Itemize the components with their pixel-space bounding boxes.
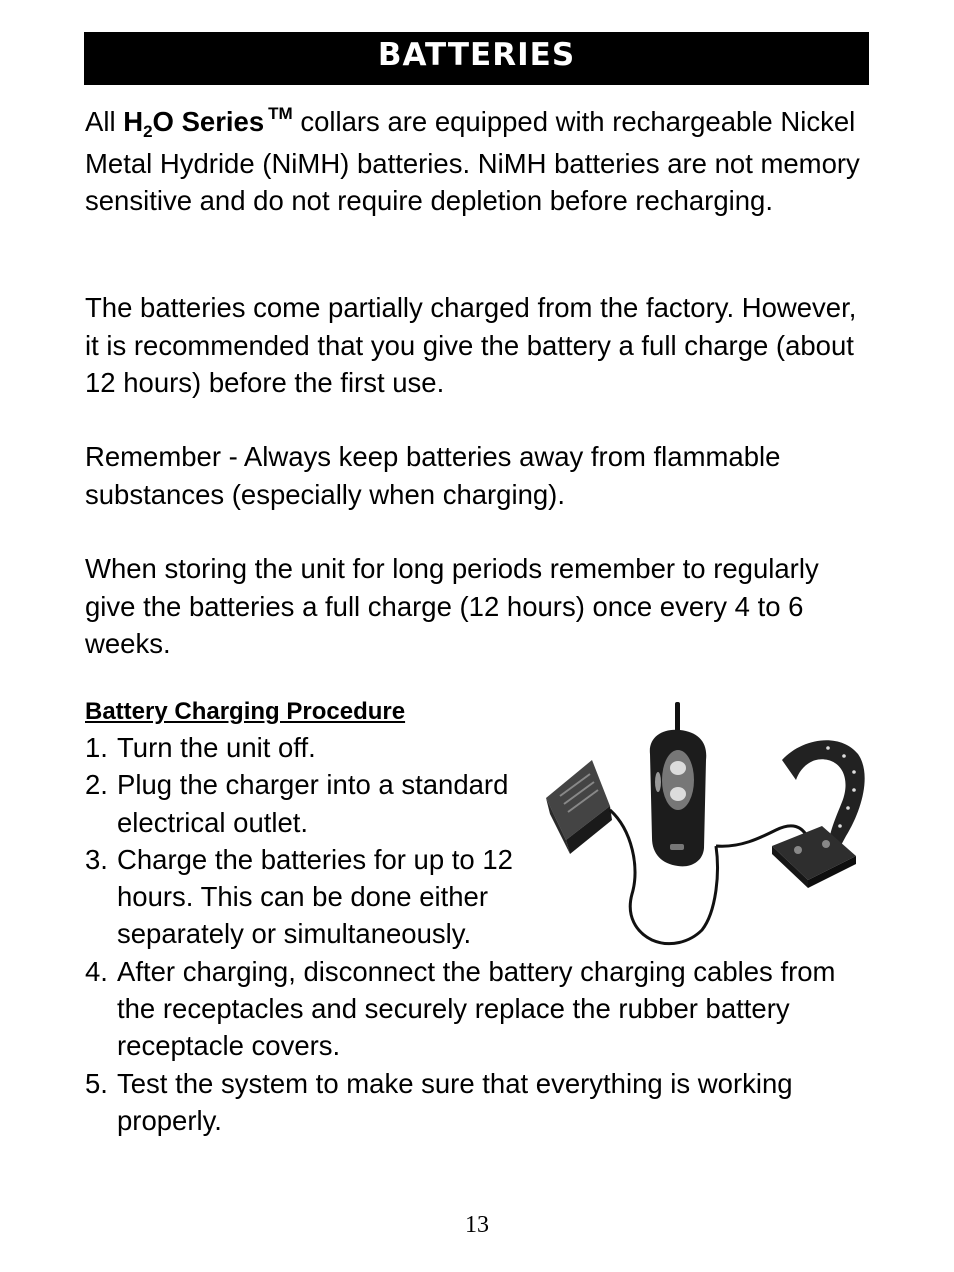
factory-charge-paragraph: The batteries come partially charged from the factory. However, it is recommended that you give the battery a full charge (about 12 hours) before the first use. bbox=[85, 292, 857, 398]
step-number: 5. bbox=[85, 1067, 108, 1099]
safety-paragraph: Remember - Always keep batteries away from flammable substances (especially when charging). bbox=[85, 441, 781, 510]
trademark-mark: TM bbox=[268, 104, 293, 123]
intro-prefix: All bbox=[85, 106, 124, 137]
page-number: 13 bbox=[465, 1212, 489, 1238]
step-item bbox=[85, 1065, 865, 1140]
step-text: Plug the charger into a standard electrical outlet. bbox=[117, 769, 509, 838]
remote-transmitter-icon bbox=[650, 702, 706, 866]
dog-collar-icon bbox=[772, 740, 865, 888]
step-text: After charging, disconnect the battery charging cables from the receptacles and securely replace the rubber battery receptacle covers. bbox=[117, 955, 836, 1062]
step-text: Test the system to make sure that everything is working properly. bbox=[117, 1067, 793, 1136]
brand-name: $H_2O$ Series bbox=[123, 106, 265, 141]
wall-charger-icon bbox=[546, 760, 612, 854]
intro-text: collars are equipped with rechargeable Nickel Metal Hydride (NiMH) batteries. NiMH batteries are not memory sensitive and do not require depletion before recharging. bbox=[85, 106, 860, 216]
storage-paragraph: When storing the unit for long periods remember to regularly give the batteries a full charge (12 hours) once every 4 to 6 weeks. bbox=[85, 553, 819, 659]
step-item bbox=[85, 953, 865, 1065]
step-number: 2. bbox=[85, 769, 108, 801]
step-text: Charge the batteries for up to 12 hours. This can be done either separately or simultaneously. bbox=[117, 843, 513, 950]
step-number: 3. bbox=[85, 843, 108, 875]
step-number: 1. bbox=[85, 732, 108, 763]
procedure-heading: Battery Charging Procedure bbox=[85, 698, 406, 725]
section-title: BATTERIES bbox=[84, 32, 869, 85]
brand-subscript: 2 bbox=[143, 122, 153, 141]
charger-collar-photo bbox=[540, 698, 870, 956]
step-number: 4. bbox=[85, 955, 108, 987]
step-text: Turn the unit off. bbox=[117, 732, 316, 763]
intro-paragraph bbox=[85, 103, 875, 220]
